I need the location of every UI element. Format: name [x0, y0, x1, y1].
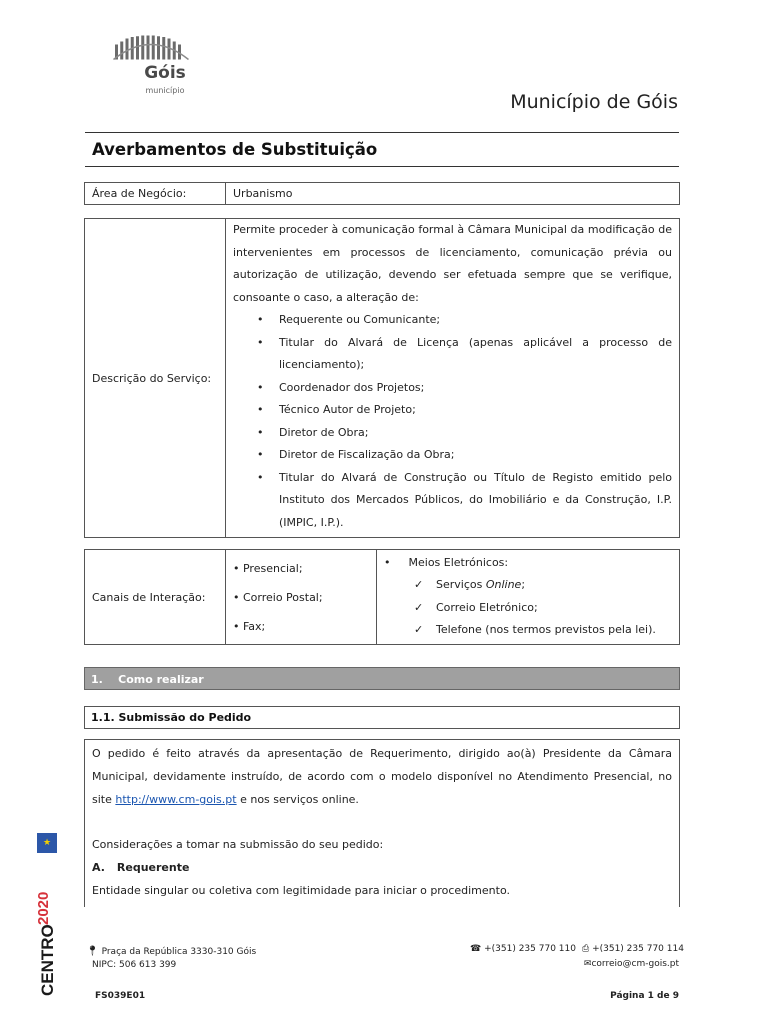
- requerente-text: Entidade singular ou coletiva com legitimidade para iniciar o procedimento.: [92, 884, 510, 897]
- location-pin-icon: 📍︎: [86, 946, 99, 957]
- service-description-list: [233, 309, 672, 534]
- channel-presencial: • Presencial;: [233, 561, 303, 575]
- list-item: • Técnico Autor de Projeto;: [253, 399, 672, 422]
- interaction-channels-label: Canais de Interação:: [85, 550, 226, 645]
- footer-fax: ⎙ +(351) 235 770 114: [582, 944, 684, 954]
- submission-body: [84, 739, 680, 907]
- municipality-title: Município de Góis: [510, 91, 678, 113]
- channel-phone: ✓ Telefone (nos termos previstos pela lei).: [384, 619, 672, 642]
- website-link[interactable]: http://www.cm-gois.pt: [115, 793, 237, 806]
- business-area-table: [84, 182, 680, 205]
- considerations-text: Considerações a tomar na submissão do seu pedido:: [92, 838, 384, 851]
- list-item: • Titular do Alvará de Construção ou Título de Registo emitido pelo Instituto dos Mercados Públicos, do Imobiliário e da Construção, I.P. (IMPIC, I.P.).: [253, 467, 672, 535]
- footer-phone: ☎ +(351) 235 770 110: [470, 944, 576, 954]
- gois-logo-arches-icon: [105, 34, 197, 64]
- footer-address: 📍︎ Praça da República 3330-310 Góis: [86, 946, 257, 957]
- channel-online-services: ✓ Serviços Online;: [384, 574, 672, 597]
- list-item: • Diretor de Fiscalização da Obra;: [253, 444, 672, 467]
- channel-fax: • Fax;: [233, 619, 266, 633]
- email-icon: ✉: [583, 959, 592, 969]
- list-item: • Diretor de Obra;: [253, 422, 672, 445]
- list-item: • Requerente ou Comunicante;: [253, 309, 672, 332]
- business-area-label: Área de Negócio:: [85, 183, 226, 205]
- logo-name: Góis: [144, 63, 186, 83]
- footer-page-number: Página 1 de 9: [610, 991, 679, 1001]
- channel-correio-postal: • Correio Postal;: [233, 590, 323, 604]
- business-area-value: Urbanismo: [226, 183, 680, 205]
- logo-subtitle: município: [145, 86, 185, 95]
- requerente-heading: A. Requerente: [92, 861, 190, 874]
- channel-email: ✓ Correio Eletrónico;: [384, 597, 672, 620]
- section-how-to-heading: 1. Como realizar: [84, 667, 680, 690]
- list-item: • Titular do Alvará de Licença (apenas aplicável a processo de licenciamento);: [253, 332, 672, 377]
- subsection-submission-heading: 1.1. Submissão do Pedido: [84, 706, 680, 729]
- centro-2020-logo: CENTRO: [38, 924, 57, 996]
- eu-stars-icon: ★: [42, 838, 52, 848]
- title-bottom-rule: [85, 166, 679, 167]
- service-description-table: [84, 218, 680, 538]
- footer-nipc: NIPC: 506 613 399: [92, 960, 177, 970]
- submission-paragraph: O pedido é feito através da apresentação de Requerimento, dirigido ao(à) Presidente da Câmara Municipal, devidamente instruído, de acordo com o modelo disponível no Atendimento Presencial, no site http://www.cm-gois.pt e nos serviços online.: [92, 747, 672, 806]
- service-description-label: Descrição do Serviço:: [85, 219, 226, 538]
- portugal-2020-logo: 2020: [35, 891, 52, 925]
- list-item: • Coordenador dos Projetos;: [253, 377, 672, 400]
- phone-icon: ☎: [470, 944, 482, 954]
- channel-electronic-heading: • Meios Eletrónicos:: [384, 556, 509, 570]
- service-description-intro: Permite proceder à comunicação formal à Câmara Municipal da modificação de intervenientes em processos de licenciamento, comunicação prévia ou autorização de utilização, devendo ser efetuada sempre que se verifique, consoante o caso, a alteração de:: [233, 223, 672, 304]
- footer-doc-code: FS039E01: [95, 991, 146, 1001]
- footer-email: ✉correio@cm-gois.pt: [583, 959, 679, 969]
- document-title: Averbamentos de Substituição: [92, 140, 378, 159]
- title-top-rule: [85, 132, 679, 133]
- interaction-channels-table: [84, 549, 680, 645]
- funding-logos: [33, 795, 63, 1005]
- fax-icon: ⎙: [582, 944, 590, 954]
